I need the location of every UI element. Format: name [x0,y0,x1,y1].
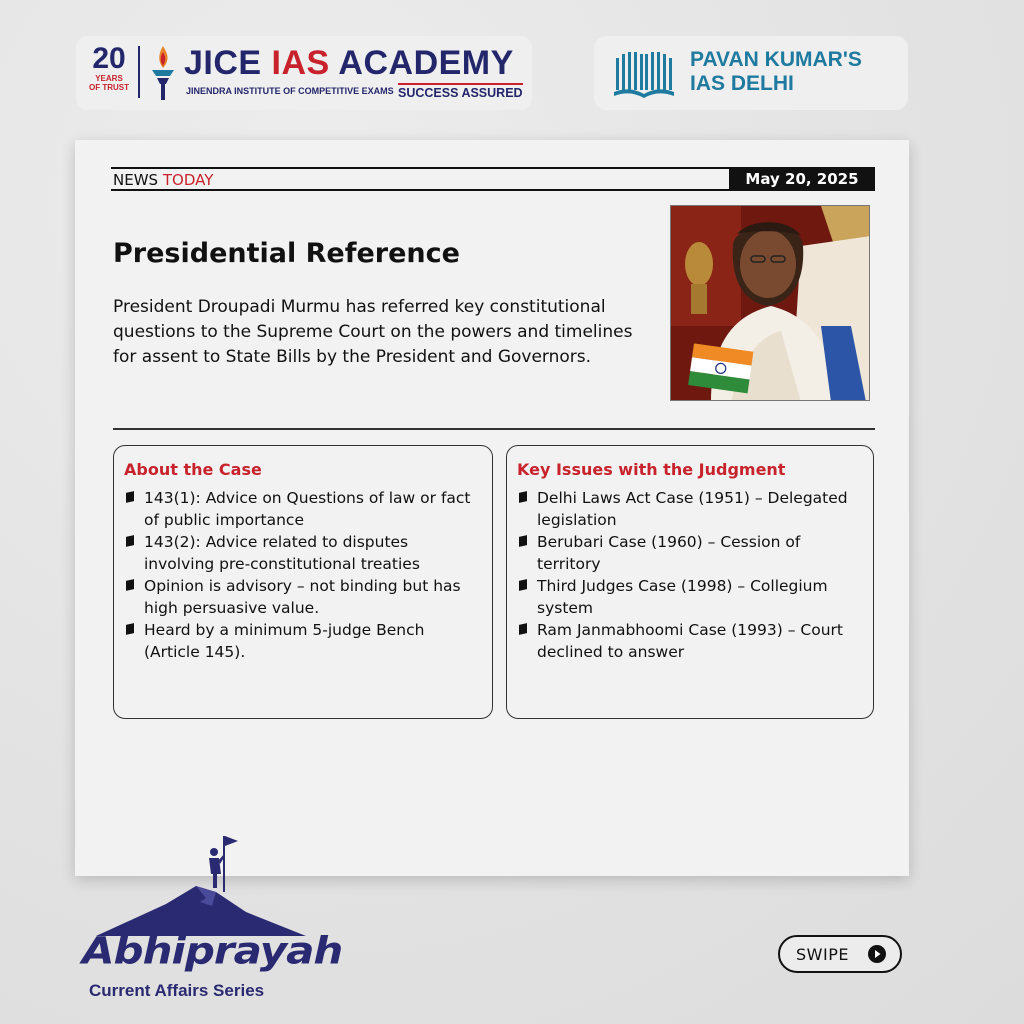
bullet-icon [126,491,134,503]
list-item [517,487,861,531]
news-header-bar [111,167,875,191]
swipe-button[interactable] [778,935,902,973]
abhiprayah-brand: Abhiprayah [82,928,343,973]
years-text-2: OF TRUST [89,83,129,92]
list-item [124,619,480,663]
swipe-label: SWIPE [796,944,849,964]
date-badge: May 20, 2025 [729,167,875,191]
pavan-kumar-logo [594,36,908,110]
pavan-title-line2: IAS DELHI [690,72,794,95]
news-today-label [113,171,213,189]
jice-subtitle: JINENDRA INSTITUTE OF COMPETITIVE EXAMS [186,86,394,96]
torch-icon [146,42,180,102]
list-item [124,531,480,575]
list-item-text: Heard by a minimum 5-judge Bench (Article 145). [144,621,425,661]
president-portrait-illustration [671,206,870,401]
bullet-icon [126,579,134,591]
list-item [517,619,861,663]
list-item [517,531,861,575]
jice-title-part3: ACADEMY [329,44,514,82]
pavan-title-line1: PAVAN KUMAR'S [690,48,862,71]
list-item [517,575,861,619]
mountain-climber-icon [96,832,306,936]
list-item-text: 143(2): Advice related to disputes involving pre-constitutional treaties [144,533,420,573]
years-number: 20 [92,42,126,75]
bullet-icon [519,535,527,547]
list-item [124,487,480,531]
summary-paragraph: President Droupadi Murmu has referred key constitutional questions to the Supreme Court on the powers and timelines for assent to State Bills by the President and Governors. [113,297,633,367]
list-item-text: Delhi Laws Act Case (1951) – Delegated legislation [537,489,848,529]
key-issues-box [506,445,874,719]
list-item-text: Third Judges Case (1998) – Collegium system [537,577,828,617]
list-item [124,575,480,619]
president-photo [670,205,870,401]
logo-divider [138,46,140,98]
jice-tagline: SUCCESS ASSURED [398,83,523,100]
key-issues-list [517,487,861,663]
jice-title-ias: IAS [271,44,330,82]
key-issues-title: Key Issues with the Judgment [517,460,786,479]
about-the-case-title: About the Case [124,460,262,479]
bullet-icon [519,623,527,635]
play-arrow-icon [868,945,886,963]
pavan-kumar-title [690,48,862,96]
about-the-case-list [124,487,480,663]
jice-title-part1: JICE [184,44,272,82]
bullet-icon [126,535,134,547]
news-label-text: NEWS [113,171,159,189]
list-item-text: Berubari Case (1960) – Cession of territory [537,533,801,573]
bullet-icon [519,491,527,503]
bullet-icon [519,579,527,591]
news-label-accent: TODAY [162,171,214,189]
list-item-text: Opinion is advisory – not binding but has high persuasive value. [144,577,461,617]
jice-title [184,44,514,83]
about-the-case-box [113,445,493,719]
jice-logo [76,36,532,110]
list-item-text: Ram Janmabhoomi Case (1993) – Court declined to answer [537,621,843,661]
bullet-icon [126,623,134,635]
section-divider [113,428,875,430]
open-book-icon [612,46,676,98]
series-label: Current Affairs Series [89,981,265,1000]
years-badge [84,44,134,92]
news-card [75,140,909,876]
years-text: YEARS [95,74,123,83]
headline: Presidential Reference [113,238,460,269]
list-item-text: 143(1): Advice on Questions of law or fact of public importance [144,489,471,529]
